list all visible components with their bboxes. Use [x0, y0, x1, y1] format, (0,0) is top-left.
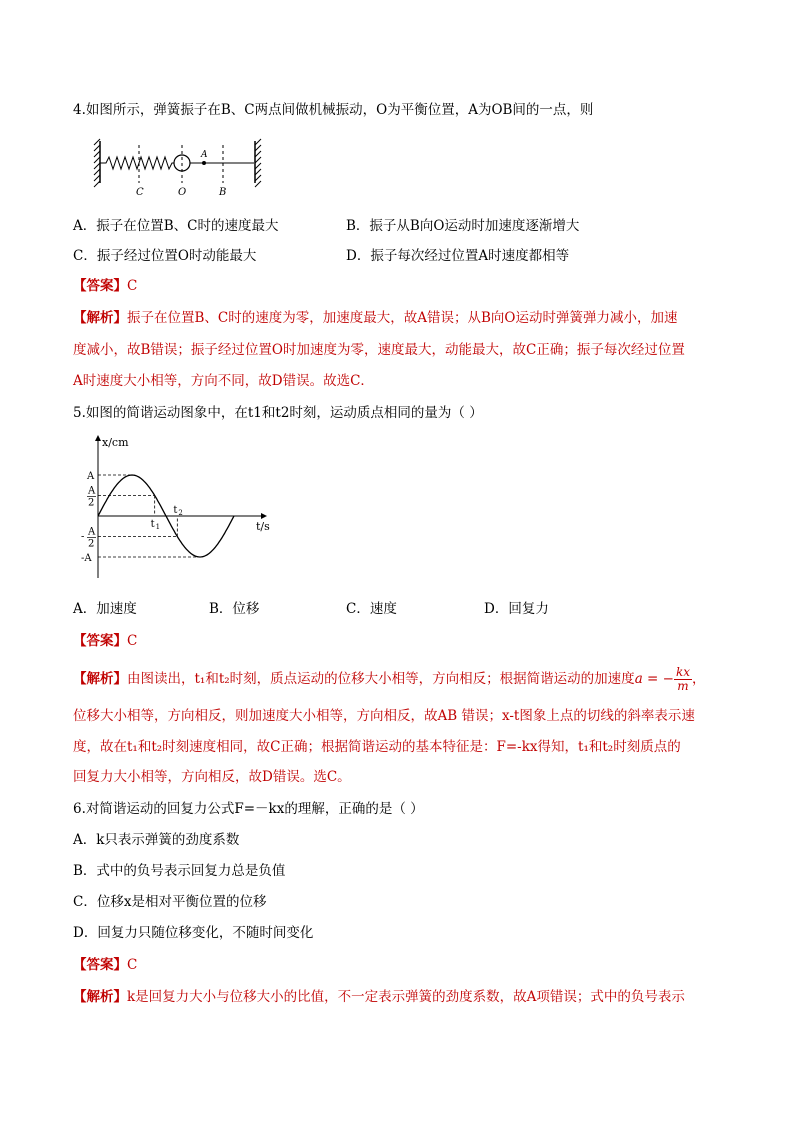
answer-tag: 【答案】 — [73, 957, 127, 973]
y-tick-minus: - — [81, 531, 85, 543]
q5-option-a[interactable]: A．加速度 — [73, 601, 137, 617]
q6-stem: 6.对简谐运动的回复力公式F=－kx的理解，正确的是（ ） — [73, 801, 424, 817]
q4-option-d[interactable]: D．振子每次经过位置A时速度都相等 — [346, 248, 570, 264]
q5-analysis-line-4: 回复力大小相等，方向相反，故D错误。选C。 — [73, 769, 351, 785]
q4-stem: 4.如图所示，弹簧振子在B、C两点间做机械振动，O为平衡位置，A为OB间的一点，则 — [73, 102, 594, 118]
q4-analysis-line-3: A时速度大小相等，方向不同，故D错误。故选C． — [73, 373, 374, 389]
y-tick-label: A — [88, 485, 96, 497]
q6-option-c[interactable]: C．位移x是相对平衡位置的位移 — [73, 894, 267, 910]
y-tick-label: -A — [81, 553, 92, 564]
y-axis-label: x/cm — [102, 436, 129, 449]
q5-stem: 5.如图的简谐运动图象中，在t1和t2时刻，运动质点相同的量为（ ） — [73, 405, 483, 421]
x-axis-label: t/s — [256, 520, 270, 533]
q6-option-a[interactable]: A．k只表示弹簧的劲度系数 — [73, 832, 240, 848]
q6-option-b[interactable]: B．式中的负号表示回复力总是负值 — [73, 863, 286, 879]
q4-analysis-line-1: 【解析】振子在位置B、C时的速度为零，加速度最大，故A错误；从B向O运动时弹簧弹力减小，加速 — [73, 310, 678, 326]
q5-analysis-line-2: 位移大小相等，方向相反，则加速度大小相等，方向相反，故AB 错误；x-t图象上点的切线的斜率表示速 — [73, 708, 695, 724]
x-tick-sub-t2: 2 — [178, 509, 183, 517]
spring — [100, 157, 174, 169]
q6-option-d[interactable]: D．回复力只随位移变化，不随时间变化 — [73, 925, 314, 941]
q5-answer — [73, 632, 137, 650]
q4-option-b[interactable]: B．振子从B向O运动时加速度逐渐增大 — [346, 218, 580, 234]
q6-answer — [73, 956, 137, 974]
q5-option-c[interactable]: C．速度 — [346, 601, 397, 617]
q4-spring-figure — [92, 133, 292, 199]
q4-analysis-line-2: 度减小，故B错误；振子经过位置O时加速度为零，速度最大，动能最大，故C正确；振子每次经过位置 — [73, 342, 685, 358]
answer-value: C — [127, 278, 138, 294]
q5-option-d[interactable]: D．回复力 — [484, 601, 549, 617]
x-tick-t1: t — [150, 519, 155, 530]
q5-shm-chart — [78, 432, 288, 582]
q4-answer — [73, 277, 137, 295]
y-tick-label: A — [88, 526, 96, 538]
accel-formula-lhs: a = − — [634, 671, 674, 687]
x-tick-t2: t — [173, 505, 178, 516]
q4-option-a[interactable]: A．振子在位置B、C时的速度最大 — [73, 218, 279, 234]
label-o: O — [178, 187, 187, 198]
analysis-tag: 【解析】 — [73, 310, 127, 326]
y-tick-label: 2 — [88, 538, 95, 550]
label-b: B — [219, 187, 227, 198]
label-a: A — [201, 150, 208, 160]
label-c: C — [136, 187, 144, 198]
y-tick-label: A — [87, 471, 95, 482]
answer-tag: 【答案】 — [73, 278, 127, 294]
answer-tag: 【答案】 — [73, 633, 127, 649]
answer-value: C — [127, 957, 138, 973]
q5-analysis-line-3: 度，故在t₁和t₂时刻速度相同，故C正确；根据简谐运动的基本特征是：F=-kx得知，t₁和t₂时刻质点的 — [73, 739, 681, 755]
analysis-tag: 【解析】 — [73, 989, 127, 1005]
answer-value: C — [127, 633, 138, 649]
point-a-dot — [202, 161, 206, 165]
x-tick-sub-t1: 1 — [155, 523, 161, 531]
q4-option-c[interactable]: C．振子经过位置O时动能最大 — [73, 248, 257, 264]
y-tick-label: 2 — [88, 497, 95, 509]
q6-analysis-line-1: 【解析】k是回复力大小与位移大小的比值，不一定表示弹簧的劲度系数，故A项错误；式中的负号表示 — [73, 989, 685, 1005]
q5-analysis-line-1: 【解析】由图读出，t₁和t₂时刻，质点运动的位移大小相等，方向相反；根据简谐运动的加速度a = − $\frac{kx}{m}$ ， — [73, 665, 706, 693]
q5-option-b[interactable]: B．位移 — [209, 601, 260, 617]
analysis-tag: 【解析】 — [73, 671, 127, 687]
accel-formula-fraction: $\frac{kx}{m}$ — [675, 665, 690, 693]
